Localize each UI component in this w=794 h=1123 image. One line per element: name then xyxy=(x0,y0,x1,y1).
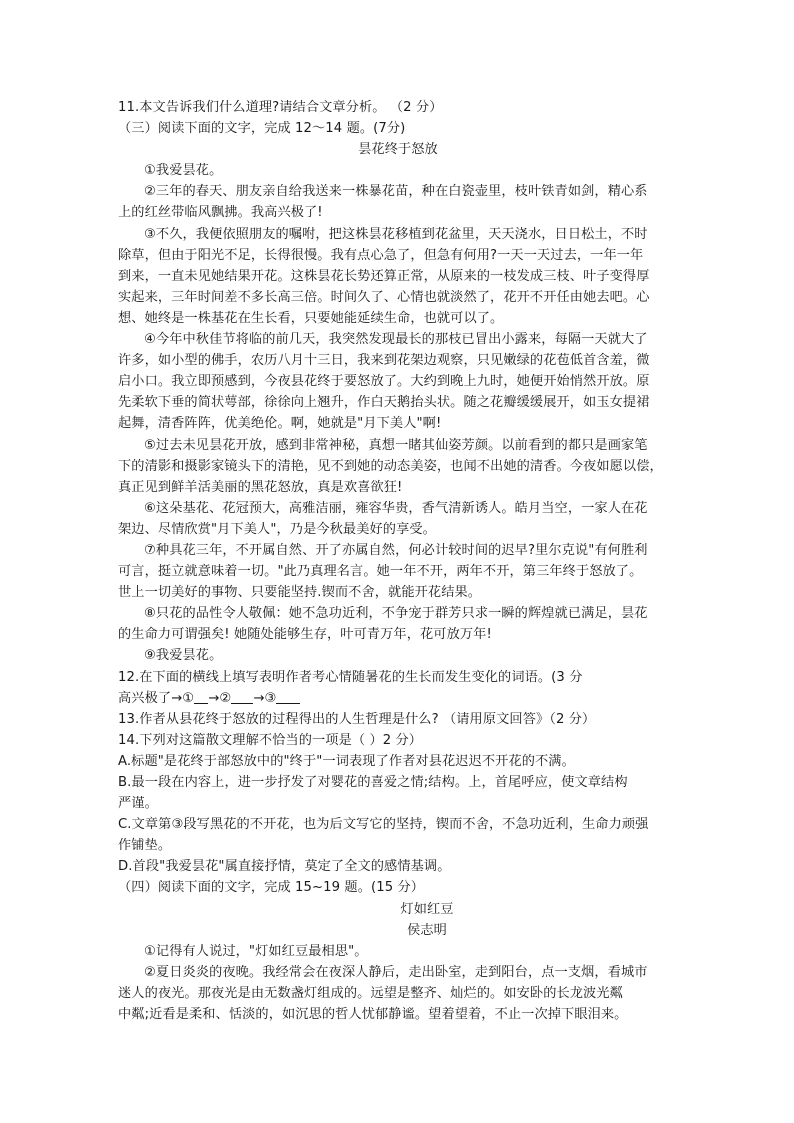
answer-prefix: 高兴极了→① xyxy=(118,690,195,706)
paragraph-line: ⑤过去未见昙花开放，感到非常神秘，真想一睹其仙姿芳颜。以前看到的都只是画家笔 xyxy=(144,437,648,453)
paragraph-line: 除草，但由于阳光不足，长得很慢。我有点心急了，但急有何用?一天一天过去，一年一年 xyxy=(118,247,644,263)
paragraph-line: 世上一切美好的事物、只要能坚持.锲而不舍，就能开花结果。 xyxy=(118,585,482,601)
option-b-cont: 严谨。 xyxy=(118,796,158,812)
paragraph-line: ④今年中秋佳节将临的前几天，我突然发现最长的那枝已冒出小露来，每隔一天就大了 xyxy=(144,332,648,348)
question-11: 11.本文告诉我们什么道理?请结合文章分析。 （2 分） xyxy=(118,100,443,115)
paragraph-line: 许多，如小型的佛手，农历八月十三日，我来到花架边观察，只见嫩绿的花苞低首含羞，微 xyxy=(118,353,650,369)
paragraph-line: 中粼;近看是柔和、恬淡的，如沉思的哲人忧郁静谧。望着望着，不止一次掉下眼泪来。 xyxy=(118,1007,628,1023)
option-d: D.首段"我爱昙花"属直接抒情，莫定了全文的感情基调。 xyxy=(118,859,451,875)
paragraph-line: ②夏日炎炎的夜晚。我经常会在夜深人静后，走出卧室，走到阳台，点一支烟，看城市 xyxy=(144,964,648,980)
paragraph-line: 到来，一直未见她结果开花。这株昙花长势还算正常，从原来的一枝发成三枝、叶子变得厚 xyxy=(118,268,650,284)
section-3-header: （三）阅读下面的文字，完成 12～14 题。(7分) xyxy=(118,121,406,137)
option-c-cont: 作铺垫。 xyxy=(118,838,172,854)
paragraph-line: ⑥这朵基花、花冠预大，高雅洁丽，雍容华贵，香气清新诱人。皓月当空，一家人在花 xyxy=(144,500,648,516)
section-4-header: （四）阅读下面的文字，完成 15~19 题。(15 分） xyxy=(118,880,425,896)
question-12-answer-line xyxy=(118,688,678,709)
answer-blank-2[interactable] xyxy=(231,689,253,704)
paragraph-line: ⑦种具花三年，不开属自然、开了亦属自然，何必计较时间的迟早?里尔克说"有何胜利 xyxy=(144,542,648,558)
paragraph-line: 真正见到鲜羊活美丽的黑花怒放，真是欢喜欲狂! xyxy=(118,479,403,495)
answer-blank-1[interactable] xyxy=(194,689,208,704)
essay-1-body xyxy=(118,160,678,666)
paragraph-line: ③不久，我便依照朋友的嘱咐，把这株昙花移植到花盆里，天天浇水，日日松土，不时 xyxy=(144,226,648,242)
paragraph-line: 想、她终是一株基花在生长看，只要她能延续生命，也就可以了。 xyxy=(118,310,504,326)
paragraph-line: 实起来，三年时间差不多长高三倍。时间久了、心情也就淡然了，花开不开任由她去吧。心 xyxy=(118,289,650,305)
paragraph-line: ⑨我爱昙花。 xyxy=(144,648,223,664)
exam-page xyxy=(118,97,678,1025)
option-a: A.标题"是花终于部怒放中的"终于"一词表现了作者对县花迟迟不开花的不满。 xyxy=(118,753,575,769)
essay-2-author: 侯志明 xyxy=(407,922,447,938)
question-14: 14.下列对这篇散文理解不恰当的一项是（ ）2 分） xyxy=(118,732,423,748)
option-b: B.最一段在内容上，进一步抒发了对婴花的喜爱之情;结构。上，首尾呼应，使文章结构 xyxy=(118,775,628,790)
paragraph-line: 先柔软下垂的简状萼部，徐徐向上翘升，作白天鹅抬头状。随之花瓣缓缓展开，如玉女提裙 xyxy=(118,395,650,411)
paragraph-line: 起舞，清香阵阵，优美绝伦。啊，她就是"月下美人"啊! xyxy=(118,416,442,432)
question-13: 13.作者从县花终于怒放的过程得出的人生哲理是什么? （请用原文回答》（2 分） xyxy=(118,711,596,727)
answer-arrow-3: →③ xyxy=(253,690,277,706)
option-c: C.文章第③段写黑花的不开花，也为后文写它的坚持，锲而不舍，不急功近利，生命力顽强 xyxy=(118,817,649,833)
paragraph-line: 的生命力可谓强矣! 她随处能够生存，叶可青万年，花可放万年! xyxy=(118,627,492,643)
answer-blank-3[interactable] xyxy=(276,689,300,704)
paragraph-line: ⑧只花的品性令人敬佩：她不急功近利，不争宠于群芳只求一瞬的辉煌就已满足，昙花 xyxy=(144,606,648,622)
question-12: 12.在下面的横线上填写表明作者考心情随暑花的生长而发生变化的词语。(3 分 xyxy=(118,669,583,685)
essay-2-title: 灯如红豆 xyxy=(400,901,454,917)
paragraph-line: 可言，挺立就意味着一切。"此乃真理名言。她一年不开，两年不开，第三年终于怒放了。 xyxy=(118,564,643,580)
paragraph-line: 启小口。我立即预感到，今夜县花终于要怒放了。大约到晚上九时，她便开始悄然开放。原 xyxy=(118,374,650,390)
answer-arrow-2: →② xyxy=(208,690,232,706)
paragraph-line: 架边、尽情欣赏"月下美人"，乃是今秋最美好的享受。 xyxy=(118,521,436,537)
paragraph-line: 下的清影和摄影家镜头下的清艳，见不到她的动态美姿，也闻不出她的清香。今夜如愿以偿， xyxy=(118,458,663,474)
paragraph-line: ①我爱昙花。 xyxy=(144,163,223,179)
essay-1-title: 昙花终于怒放 xyxy=(358,142,438,158)
paragraph-line: 迷人的夜光。那夜光是由无数盏灯组成的。远望是整齐、灿烂的。如安卧的长龙波光粼 xyxy=(118,985,623,1001)
paragraph-line: ②三年的春天、朋友亲自给我送来一株暴花苗，种在白瓷壶里，枝叶铁青如剑，精心系 xyxy=(144,184,648,200)
paragraph-line: ①记得有人说过，"灯如红豆最相思"。 xyxy=(144,943,368,959)
paragraph-line: 上的红丝带临风飘拂。我高兴极了! xyxy=(118,205,323,221)
